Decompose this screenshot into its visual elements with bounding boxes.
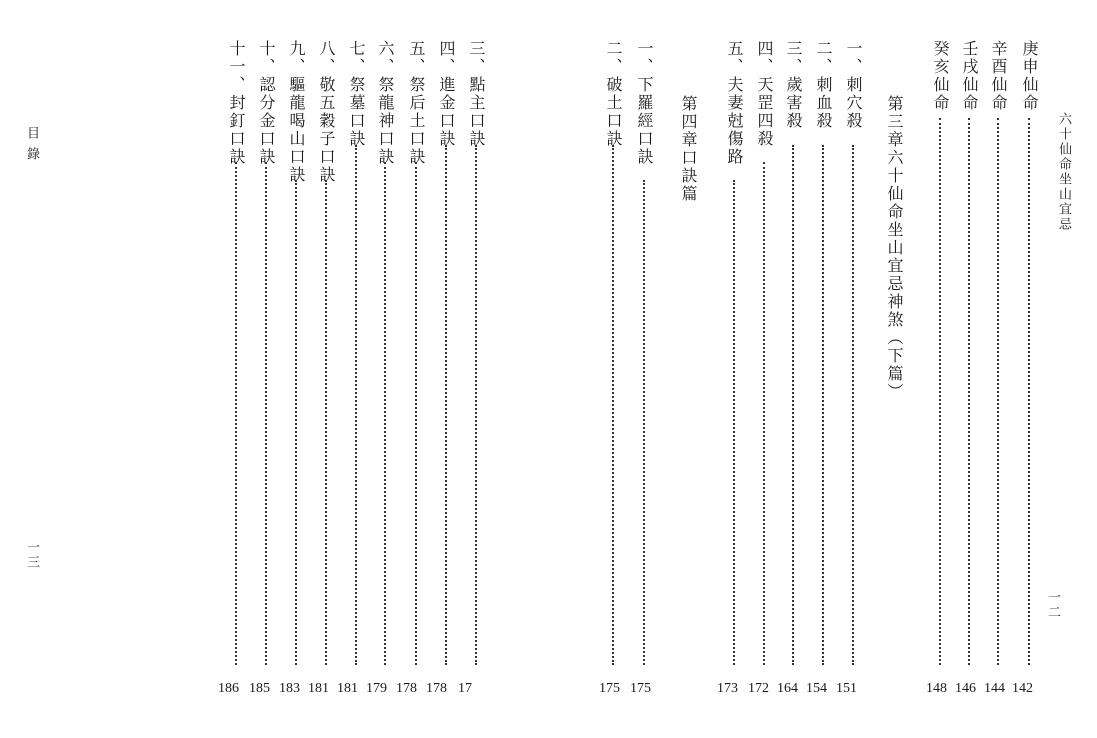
entry-page: 146 (955, 681, 976, 696)
left-page-number: 一三 (24, 540, 39, 570)
entry-page: 173 (717, 681, 738, 696)
chapter-4-heading: 第四章口訣篇 (679, 95, 698, 203)
entry-label: 四、天罡四殺 (755, 40, 774, 148)
entry-page: 148 (926, 681, 947, 696)
entry-page: 175 (630, 681, 651, 696)
entry-label: 壬戌仙命 (960, 40, 979, 112)
entry-label: 十、認分金口訣 (257, 40, 276, 166)
dot-leader (612, 145, 614, 665)
entry-label: 癸亥仙命 (931, 40, 950, 112)
entry-page: 142 (1012, 681, 1033, 696)
entry-page: 186 (218, 681, 239, 696)
dot-leader (475, 145, 477, 665)
dot-leader (822, 145, 824, 665)
right-page-number: 一二 (1045, 590, 1060, 620)
entry-page: 181 (337, 681, 358, 696)
dot-leader (763, 162, 765, 665)
entry-label: 四、進金口訣 (437, 40, 456, 148)
dot-leader (325, 180, 327, 665)
entry-page: 154 (806, 681, 827, 696)
dot-leader (235, 162, 237, 665)
dot-leader (852, 145, 854, 665)
dot-leader (384, 162, 386, 665)
dot-leader (445, 145, 447, 665)
entry-page: 144 (984, 681, 1005, 696)
entry-page: 179 (366, 681, 387, 696)
entry-page: 164 (777, 681, 798, 696)
entry-label: 一、刺穴殺 (844, 40, 863, 130)
entry-page: 178 (426, 681, 447, 696)
entry-page: 185 (249, 681, 270, 696)
entry-label: 九、驅龍喝山口訣 (287, 40, 306, 184)
entry-label: 七、祭墓口訣 (347, 40, 366, 148)
entry-page: 181 (308, 681, 329, 696)
dot-leader (415, 162, 417, 665)
dot-leader (643, 180, 645, 665)
dot-leader (968, 118, 970, 665)
dot-leader (939, 118, 941, 665)
entry-label: 十一、封釘口訣 (227, 40, 246, 166)
entry-label: 二、刺血殺 (814, 40, 833, 130)
entry-page: 183 (279, 681, 300, 696)
right-running-title: 六十仙命坐山宜忌 (1056, 112, 1071, 232)
entry-label: 八、敬五穀子口訣 (317, 40, 336, 184)
chapter-3-heading: 第三章六十仙命坐山宜忌神煞（下篇） (885, 95, 904, 401)
entry-label: 庚申仙命 (1020, 40, 1039, 112)
entry-label: 二、破土口訣 (604, 40, 623, 148)
entry-label: 三、歲害殺 (784, 40, 803, 130)
dot-leader (733, 180, 735, 665)
entry-page: 151 (836, 681, 857, 696)
entry-label: 辛酉仙命 (989, 40, 1008, 112)
entry-label: 五、祭后土口訣 (407, 40, 426, 166)
entry-page: 175 (599, 681, 620, 696)
entry-page: 17 (458, 681, 472, 696)
entry-label: 五、夫妻尅傷路 (725, 40, 744, 166)
dot-leader (355, 145, 357, 665)
entry-label: 六、祭龍神口訣 (376, 40, 395, 166)
dot-leader (997, 118, 999, 665)
entry-label: 三、點主口訣 (467, 40, 486, 148)
dot-leader (265, 162, 267, 665)
entry-page: 178 (396, 681, 417, 696)
entry-page: 172 (748, 681, 769, 696)
left-running-title: 目 錄 (24, 126, 39, 163)
dot-leader (295, 180, 297, 665)
dot-leader (792, 145, 794, 665)
dot-leader (1028, 118, 1030, 665)
entry-label: 一、下羅經口訣 (635, 40, 654, 166)
